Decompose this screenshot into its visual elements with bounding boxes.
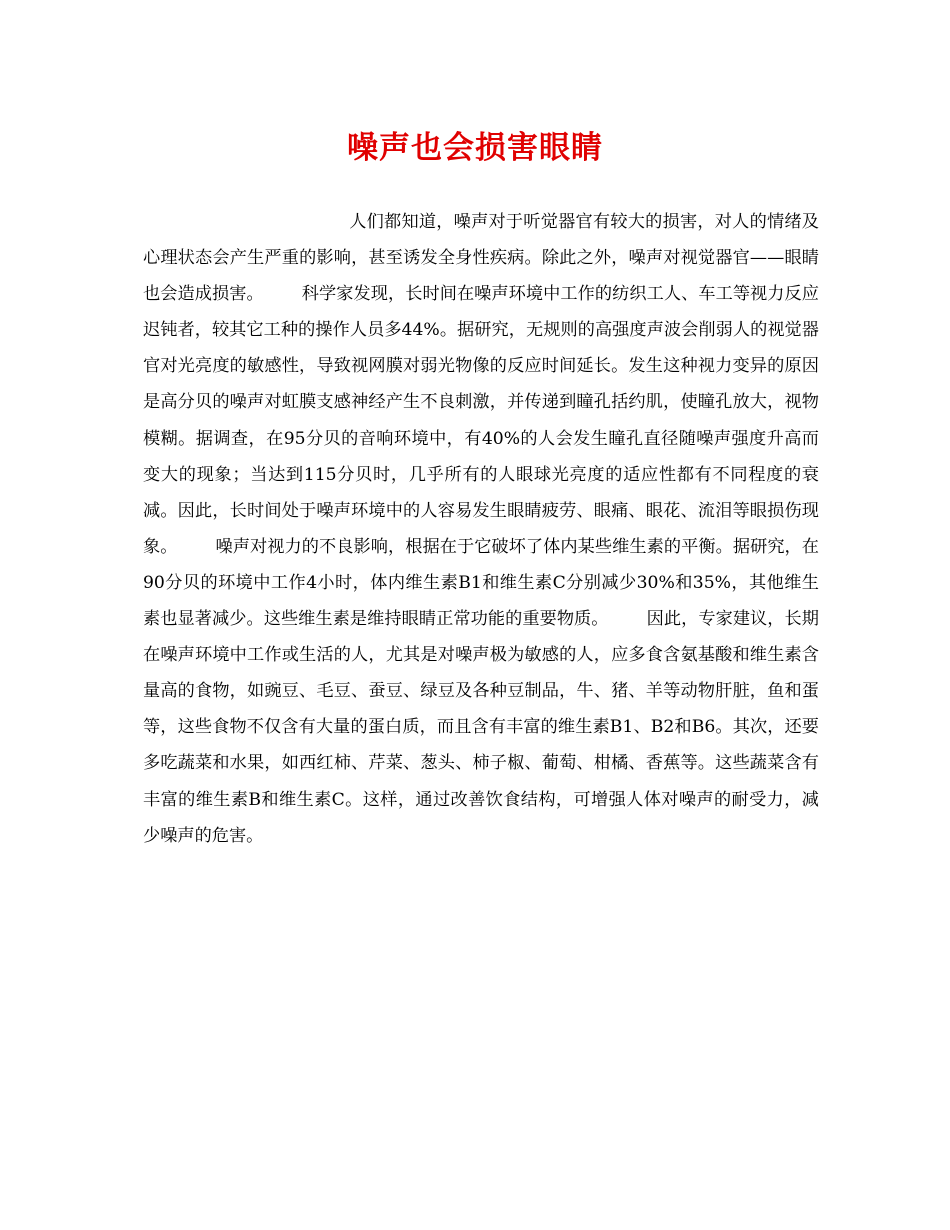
paragraph-2: 科学家发现，长时间在噪声环境中工作的纺织工人、车工等视力反应迟钝者，较其它工种的操作人员多44%。据研究，无规则的高强度声波会削弱人的视觉器官对光亮度的敏感性，导致视网膜对弱光物像的反应时间延长。发生这种视力变异的原因是高分贝的噪声对虹膜支感神经产生不良刺激，并传递到瞳孔括约肌，使瞳孔放大，视物模糊。据调查，在95分贝的音响环境中，有40%的人会发生瞳孔直径随噪声强度升高而变大的现象；当达到115分贝时，几乎所有的人眼球光亮度的适应性都有不同程度的衰减。因此，长时间处于噪声环境中的人容易发生眼睛疲劳、眼痛、眼花、流泪等眼损伤现象。 — [143, 284, 819, 557]
paragraph-3: 噪声对视力的不良影响，根据在于它破坏了体内某些维生素的平衡。据研究，在90分贝的环境中工作4小时，体内维生素B1和维生素C分别减少30%和35%，其他维生素也显著减少。这些维生素是维持眼睛正常功能的重要物质。 — [143, 536, 819, 630]
paragraph-4: 因此，专家建议，长期在噪声环境中工作或生活的人，尤其是对噪声极为敏感的人，应多食含氨基酸和维生素含量高的食物，如豌豆、毛豆、蚕豆、绿豆及各种豆制品，牛、猪、羊等动物肝脏，鱼和蛋等，这些食物不仅含有大量的蛋白质，而且含有丰富的维生素B1、B2和B6。其次，还要多吃蔬菜和水果，如西红柿、芹菜、葱头、柿子椒、葡萄、柑橘、香蕉等。这些蔬菜含有丰富的维生素B和维生素C。这样，通过改善饮食结构，可增强人体对噪声的耐受力，减少噪声的危害。 — [143, 609, 819, 846]
paragraph-1: 人们都知道，噪声对于听觉器官有较大的损害，对人的情绪及心理状态会产生严重的影响，甚至诱发全身性疾病。除此之外，噪声对视觉器官——眼睛也会造成损害。 — [143, 212, 819, 305]
document-body — [143, 204, 819, 854]
document-title: 噪声也会损害眼睛 — [347, 130, 603, 166]
